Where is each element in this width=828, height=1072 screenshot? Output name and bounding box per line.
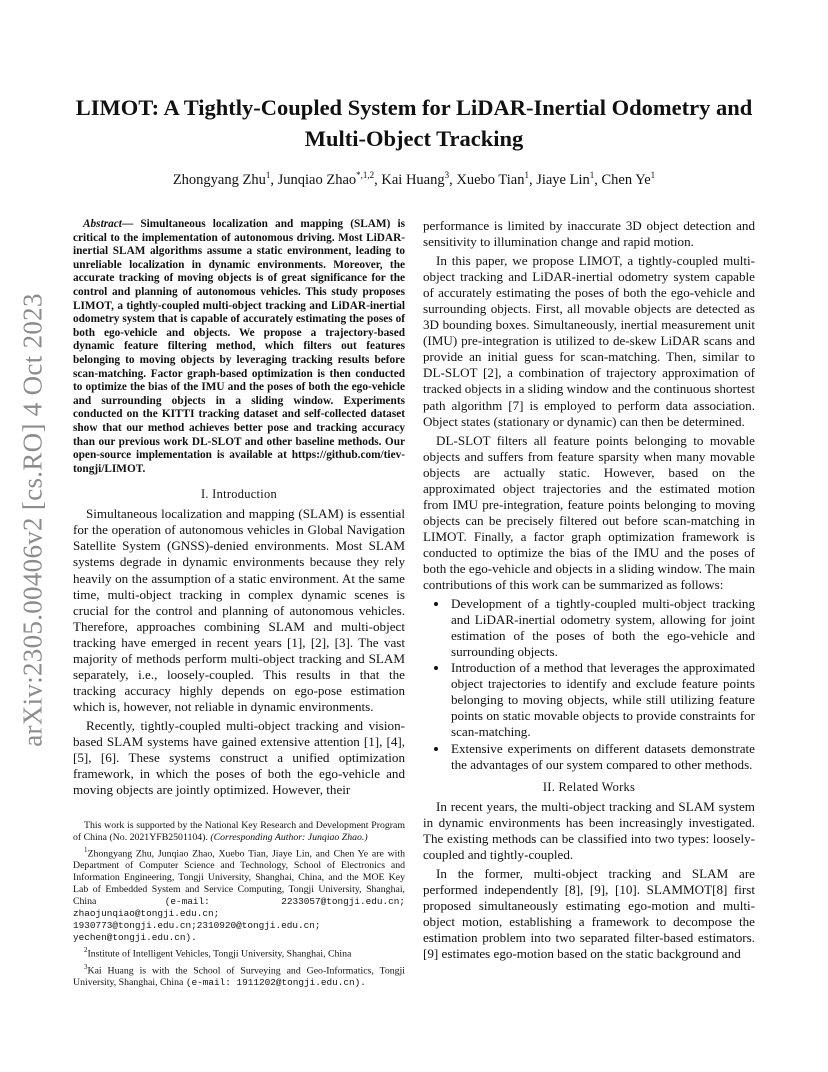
author-separator: ,: [594, 171, 602, 188]
author-name: Xuebo Tian: [456, 171, 525, 188]
corresponding-author: (Corresponding Author: Junqiao Zhao.): [210, 832, 368, 843]
abstract-label: Abstract: [83, 218, 122, 230]
author-name: Zhongyang Zhu: [172, 171, 266, 188]
footnote-3: [73, 961, 405, 989]
author-name: Jiaye Lin: [536, 171, 590, 188]
left-column: [73, 218, 405, 801]
footnote-text: Kai Huang is with the School of Surveying and Geo-Informatics, Tongji University, Shanghai, China: [73, 964, 405, 988]
footnote-marker: 1: [84, 846, 88, 854]
footnote-marker: 2: [84, 946, 88, 955]
section-heading-introduction: I. Introduction: [200, 487, 278, 502]
list-item: • Introduction of a method that leverages the approximated object trajectories to identify and exclude feature points belonging to moving objects, while still utilizing feature points on static movable objects to provide constraints for scan-matching.: [449, 660, 755, 740]
footnote-email: (e-mail: 1911202@tongji.edu.cn).: [185, 976, 366, 988]
paper-title: LIMOT: A Tightly-Coupled System for LiDAR-Inertial Odometry and Multi-Object Tracking: [75, 95, 753, 151]
section-heading-related-works: II. Related Works: [542, 779, 636, 794]
abstract: [73, 218, 405, 476]
author: [381, 172, 456, 188]
footnote-emails: (e-mail: 2233057@tongji.edu.cn; zhaojunqiao@tongji.edu.cn; 1930773@tongji.edu.cn;2310920@tongji.edu.cn; yechen@tongji.edu.cn).: [73, 896, 406, 944]
author-list: [70, 170, 758, 189]
paragraph: In this paper, we propose LIMOT, a tightly-coupled multi-object tracking and LiDAR-inertial odometry system capable of accurately estimating the poses of both the ego-vehicle and surrounding objects. First, all movable objects are detected as 3D bounding boxes. Simultaneously, inertial measurement unit (IMU) pre-integration is utilized to de-skew LiDAR scans and provide an initial guess for scan-matching. Then, similar to DL-SLOT [2], a combination of trajectory approximation of tracked objects in a sliding window and the continuous shortest path algorithm [7] is employed to perform data association. Object states (stationary or dynamic) can then be determined.: [423, 253, 756, 429]
footnote-text: Zhongyang Zhu, Junqiao Zhao, Xuebo Tian, Jiaye Lin, and Chen Ye are with Department of Computer Science and Technology, School of Electronics and Information Engineering, Tongji University, Shanghai, China, and the MOE Key Lab of Embedded System and Service Computing, Tongji University, Shanghai, China: [73, 848, 405, 908]
list-item: • Development of a tightly-coupled multi-object tracking and LiDAR-inertial odometry system, allowing for joint estimation of the poses of both the ego-vehicle and surrounding objects.: [449, 596, 755, 660]
funding-text: This work is supported by the National Key Research and Development Program of China (No. 2021YFB2501104).: [73, 820, 405, 843]
paragraph: In the former, multi-object tracking and SLAM are performed independently [8], [9], [10]. SLAMMOT[8] first proposed simultaneously estimating ego-motion and multi-object motion, establishing a framework to decompose the estimation problem into two separated filter-based estimators. [9] estimates ego-motion based on the static background and: [423, 865, 755, 962]
footnote-marker: 3: [84, 962, 88, 971]
abstract-text: — Simultaneous localization and mapping (SLAM) is critical to the implementation of autonomous driving. Most LiDAR-inertial SLAM algorithms assume a static environment, leading to unreliable localization in dynamic environments. Moreover, the accurate tracking of moving objects is of great significance for the control and planning of autonomous vehicles. This study proposes LIMOT, a tightly-coupled multi-object tracking and LiDAR-inertial odometry system that is capable of accurately estimating the poses of both ego-vehicle and objects. We propose a trajectory-based dynamic feature filtering method, which filters out features belonging to moving objects by leveraging tracking results before scan-matching. Factor graph-based optimization is then conducted to optimize the bias of the IMU and the poses of both the ego-vehicle and surrounding objects in a sliding window. Experiments conducted on the KITTI tracking dataset and self-collected dataset show that our method achieves better pose and tracking accuracy than our previous work DL-SLOT and other baseline methods. Our open-source implementation is available at https://github.com/tiev-tongji/LIMOT.: [73, 218, 405, 475]
author-affiliation: 3: [444, 170, 450, 180]
author-name: Kai Huang: [381, 171, 445, 188]
contributions-list: [423, 596, 755, 773]
paragraph: Recently, tightly-coupled multi-object tracking and vision-based SLAM systems have gained extensive attention [1], [4], [5], [6]. These systems construct a unified optimization framework, in which the poses of both the ego-vehicle and moving objects are jointly optimized. However, their: [73, 717, 405, 798]
paragraph: DL-SLOT filters all feature points belonging to movable objects and suffers from feature sparsity when many movable objects are actually static. However, based on the approximated object trajectories and the estimated motion from IMU pre-integration, feature points belonging to moving objects can be precisely filtered out before scan-matching in LIMOT. Finally, a factor graph optimization framework is conducted to optimize the bias of the IMU and the poses of both the ego-vehicle and objects in a sliding window. The main contributions of this work can be summarized as follows:: [423, 432, 755, 593]
footnote-1: [73, 844, 405, 944]
right-column: [423, 218, 755, 965]
footnotes: [73, 820, 405, 989]
footnote-2: [73, 944, 405, 960]
author-name: Junqiao Zhao: [277, 171, 357, 188]
paragraph: In recent years, the multi-object tracking and SLAM system in dynamic environments has been increasingly investigated. The existing methods can be classified into two types: loosely-coupled and tightly-coupled.: [423, 798, 755, 862]
author-affiliation: *,1,2: [356, 170, 375, 180]
footnote-text: Institute of Intelligent Vehicles, Tongji University, Shanghai, China: [87, 948, 352, 960]
author: [536, 172, 601, 188]
paragraph: Simultaneous localization and mapping (SLAM) is essential for the operation of autonomous vehicles in Global Navigation Satellite System (GNSS)-denied environments. Most SLAM systems degrade in dynamic environments because they rely heavily on the assumption of a static environment. At the same time, multi-object tracking in complex dynamic scenes is crucial for the control and planning of autonomous vehicles. Therefore, approaches combining SLAM and multi-object tracking have emerged in recent years [1], [2], [3]. The vast majority of methods perform multi-object tracking and SLAM separately, i.e., loosely-coupled. This results in that the tracking accuracy highly depends on ego-pose estimation which is, however, not reliable in dynamic environments.: [73, 506, 405, 714]
author-affiliation: 1: [589, 170, 595, 180]
funding-footnote: [73, 820, 405, 844]
author: [278, 172, 382, 188]
author-affiliation: 1: [524, 170, 529, 180]
author-separator: ,: [374, 171, 382, 188]
author: [173, 172, 278, 188]
author: [602, 172, 656, 188]
author-affiliation: 1: [265, 170, 271, 180]
author-separator: ,: [528, 171, 537, 188]
author-separator: ,: [449, 171, 457, 188]
author: [456, 172, 536, 188]
arxiv-stamp-text: arXiv:2305.00406v2 [cs.RO] 4 Oct 2023: [17, 293, 48, 747]
author-affiliation: 1: [650, 170, 656, 180]
author-separator: ,: [270, 171, 278, 188]
author-name: Chen Ye: [601, 171, 651, 188]
arxiv-stamp: [16, 290, 50, 750]
list-item: • Extensive experiments on different datasets demonstrate the advantages of our system compared to other methods.: [449, 741, 755, 773]
paragraph: performance is limited by inaccurate 3D object detection and sensitivity to illumination change and rapid motion.: [423, 218, 755, 250]
